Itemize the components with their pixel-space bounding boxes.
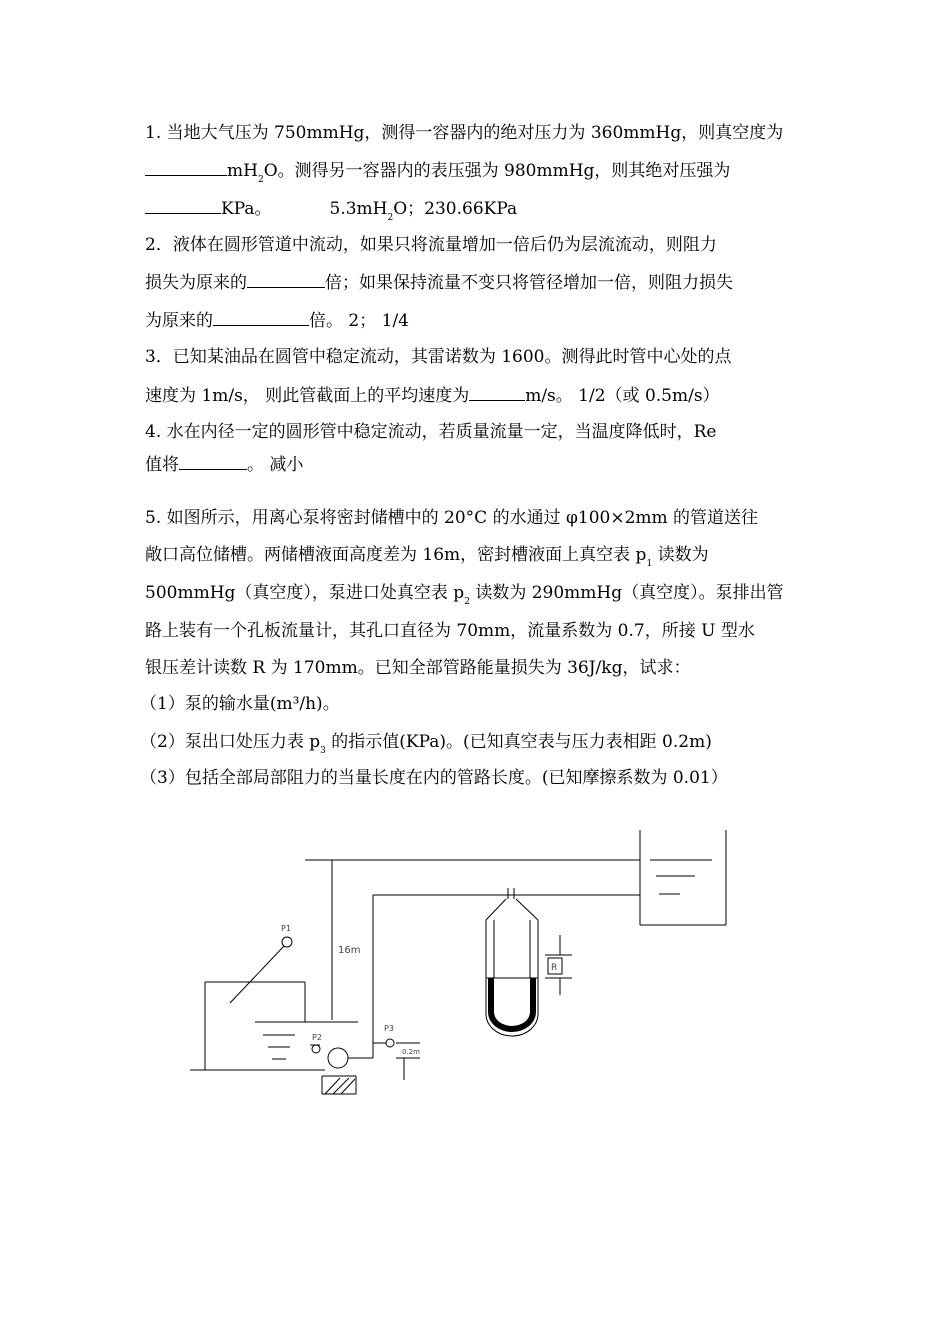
q5-line-3: 500mmHg（真空度），泵进口处真空表 $p_2$ 读数为 290mmHg（真空度）。泵排出管 — [145, 583, 784, 607]
high-open-tank — [640, 830, 726, 925]
q5-subquestion-2: （2）泵出口处压力表 $p_3$ 的指示值(KPa)。(已知真空表与压力表相距 0.2m) — [140, 732, 712, 756]
vacuum-gauge-p2-icon — [312, 1045, 320, 1053]
q5-line-1: 5. 如图所示，用离心泵将密封储槽中的 20°C 的水通过 φ100×2mm 的管道送往 — [145, 508, 759, 528]
q1-line-1: 1. 当地大气压为 750mmHg，测得一容器内的绝对压力为 360mmHg，则真空度为 — [145, 123, 784, 143]
u-tube-manometer — [486, 899, 538, 1036]
sealed-low-tank — [205, 982, 358, 1070]
q5-line-4: 路上装有一个孔板流量计，其孔口直径为 70mm，流量系数为 0.7，所接 U 型水 — [145, 621, 755, 641]
label-0-2m: 0.2m — [402, 1048, 420, 1056]
label-p3: P3 — [384, 1024, 394, 1033]
q5-line-5: 银压差计读数 R 为 170mm。已知全部管路能量损失为 36J/kg，试求： — [145, 658, 691, 678]
pressure-gauge-p3-icon — [386, 1039, 394, 1047]
q5-line-2: 敞口高位储槽。两储槽液面高度差为 16m，密封槽液面上真空表 $p_1$ 读数为 — [145, 545, 709, 569]
q5-subquestion-3: （3）包括全部局部阻力的当量长度在内的管路长度。(已知摩擦系数为 0.01） — [140, 768, 728, 788]
label-p1: P1 — [281, 924, 291, 933]
label-p2: P2 — [312, 1033, 322, 1042]
q2-line-2: 损失为原来的 倍；如果保持流量不变只将管径增加一倍，则阻力损失 — [145, 270, 733, 295]
q4-line-2: 值将 。 减小 — [145, 452, 303, 477]
q1-line-3: KPa。 $5.3mH_2O$；230.66KPa — [145, 196, 517, 230]
q3-line-1: 3．已知某油品在圆管中稳定流动，其雷诺数为 1600。测得此时管中心处的点 — [145, 347, 732, 367]
q2-line-3: 为原来的 倍。 2； 1/4 — [145, 308, 409, 333]
q2-line-1: 2．液体在圆形管道中流动，如果只将流量增加一倍后仍为层流流动，则阻力 — [145, 235, 717, 255]
vacuum-gauge-p1-icon — [282, 937, 292, 947]
q1-line-2: $mH_2O$。测得另一容器内的表压强为 980mmHg，则其绝对压强为 — [145, 158, 730, 192]
q5-subquestion-1: （1）泵的输水量(m³/h)。 — [140, 694, 340, 714]
gauge-p1-line — [230, 946, 284, 1003]
label-r: R — [551, 963, 558, 973]
r-dimension — [545, 935, 572, 995]
centrifugal-pump-icon — [328, 1048, 348, 1068]
pump-base-icon — [322, 1076, 356, 1094]
q4-line-1: 4. 水在内径一定的圆形管中稳定流动，若质量流量一定，当温度降低时，Re — [145, 422, 717, 442]
label-16m: 16m — [338, 945, 361, 956]
q3-line-2: 速度为 1m/s， 则此管截面上的平均速度为 m/s。 1/2（或 0.5m/s） — [145, 383, 720, 408]
